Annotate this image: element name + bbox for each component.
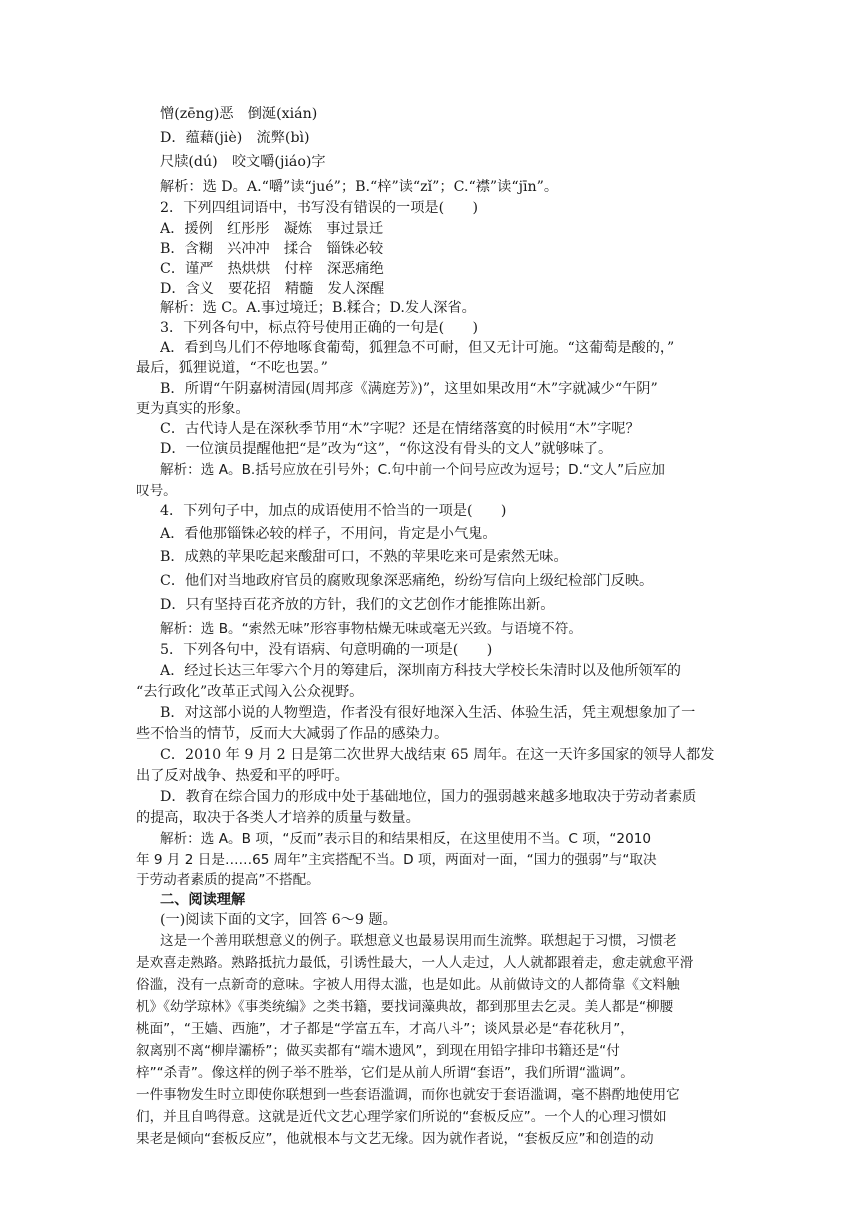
reading-instruction: (一)阅读下面的文字，回答 6～9 题。	[160, 912, 397, 928]
q2-option-c: C．谨严 热烘烘 付梓 深恶痛绝	[160, 261, 384, 277]
question-4: 4．下列句子中，加点的成语使用不恰当的一项是( )	[160, 503, 507, 519]
answer-1: 解析：选 D。A.“嚼”读“jué”；B.“梓”读“zǐ”；C.“襟”读“jīn”。	[160, 179, 559, 195]
passage-line-6: 叙离别不离“柳岸灞桥”；做买卖都有“端木遗风”，到现在用铅字排印书籍还是“付	[136, 1043, 620, 1059]
option-d-line-1: D．蕴藉(jiè) 流弊(bì)	[160, 130, 310, 146]
q4-option-b: B．成熟的苹果吃起来酸甜可口，不熟的苹果吃来可是索然无味。	[160, 549, 568, 565]
q4-option-a: A．看他那锱铢必较的样子，不用问，肯定是小气鬼。	[160, 526, 497, 542]
passage-line-1: 这是一个善用联想意义的例子。联想意义也最易误用而生流弊。联想起于习惯，习惯老	[160, 933, 677, 949]
q5-option-a-line-2: “去行政化”改革正式闯入公众视野。	[136, 684, 364, 700]
q2-option-a: A．援例 红彤彤 凝炼 事过景迁	[160, 221, 384, 237]
passage-line-4: 机》《幼学琼林》《事类统编》之类书籍，要找词藻典故，都到那里去乞灵。美人都是“柳腰	[136, 999, 674, 1015]
q3-option-d: D．一位演员提醒他把“是”改为“这”，“你这没有骨头的文人”就够味了。	[160, 441, 613, 457]
passage-line-3: 俗滥，没有一点新奇的意味。字被人用得太滥，也是如此。从前做诗文的人都倚靠《文料触	[136, 977, 680, 993]
q4-option-d: D．只有坚持百花齐放的方针，我们的文艺创作才能推陈出新。	[160, 597, 555, 613]
q5-option-d-line-2: 的提高，取决于各类人才培养的质量与数量。	[136, 810, 420, 826]
answer-5-line-1: 解析：选 A。B 项，“反而”表示目的和结果相反，在这里使用不当。C 项，“2010	[160, 831, 652, 847]
passage-line-5: 桃面”，“王嫱、西施”，才子都是“学富五车，才高八斗”；谈风景必是“春花秋月”，	[136, 1021, 634, 1037]
q3-option-b-line-2: 更为真实的形象。	[136, 401, 250, 417]
q5-option-d-line-1: D．教育在综合国力的形成中处于基础地位，国力的强弱越来越多地取决于劳动者素质	[160, 789, 697, 805]
q2-option-d: D．含义 要花招 精髓 发人深醒	[160, 281, 385, 297]
q5-option-c-line-2: 出了反对战争、热爱和平的呼吁。	[136, 768, 349, 784]
q4-option-c: C．他们对当地政府官员的腐败现象深恶痛绝，纷纷写信向上级纪检部门反映。	[160, 573, 654, 589]
q5-option-a-line-1: A．经过长达三年零六个月的筹建后，深圳南方科技大学校长朱清时以及他所领军的	[160, 663, 681, 679]
passage-line-9: 们，并且自鸣得意。这就是近代文艺心理学家们所说的“套板反应”。一个人的心理习惯如	[136, 1109, 667, 1125]
option-d-line-2: 尺牍(dú) 咬文嚼(jiáo)字	[160, 154, 326, 170]
q3-option-c: C．古代诗人是在深秋季节用“木”字呢？还是在情绪落寞的时候用“木”字呢？	[160, 421, 640, 437]
q3-option-a-line-1: A．看到鸟儿们不停地啄食葡萄，狐狸急不可耐，但又无计可施。“这葡萄是酸的，”	[160, 340, 675, 356]
q2-option-b: B．含糊 兴冲冲 揉合 锱铢必较	[160, 241, 384, 257]
section-heading: 二、阅读理解	[160, 892, 246, 908]
answer-5-line-3: 于劳动者素质的提高”不搭配。	[136, 872, 320, 888]
q5-option-c-line-1: C．2010 年 9 月 2 日是第二次世界大战结束 65 周年。在这一天许多国家的领导人都发	[160, 747, 715, 763]
answer-3-line-2: 叹号。	[136, 483, 177, 499]
answer-3-line-1: 解析：选 A。B.括号应放在引号外；C.句中前一个问号应改为逗号；D.“文人”后应加	[160, 462, 665, 478]
q3-option-a-line-2: 最后，狐狸说道，“不吃也罢。”	[136, 360, 328, 376]
passage-line-2: 是欢喜走熟路。熟路抵抗力最低，引诱性最大，一人人走过，人人就都跟着走，愈走就愈平滑	[136, 955, 694, 971]
answer-4: 解析：选 B。“索然无味”形容事物枯燥无味或毫无兴致。与语境不符。	[160, 621, 582, 637]
passage-line-7: 梓”“杀青”。像这样的例子举不胜举，它们是从前人所谓“套语”，我们所谓“滥调”。	[136, 1065, 634, 1081]
q5-option-b-line-1: B．对这部小说的人物塑造，作者没有很好地深入生活、体验生活，凭主观想象加了一	[160, 705, 696, 721]
question-3: 3．下列各句中，标点符号使用正确的一句是( )	[160, 320, 479, 336]
answer-2: 解析：选 C。A.事过境迁；B.糅合；D.发人深省。	[160, 300, 476, 316]
option-c-line-2: 憎(zēng)恶 倒涎(xián)	[160, 106, 318, 122]
passage-line-10: 果老是倾向“套板反应”，他就根本与文艺无缘。因为就作者说，“套板反应”和创造的动	[136, 1131, 654, 1147]
answer-5-line-2: 年 9 月 2 日是……65 周年”主宾搭配不当。D 项，两面对一面，“国力的强弱”与“取决	[136, 852, 657, 868]
q5-option-b-line-2: 些不恰当的情节，反而大大减弱了作品的感染力。	[136, 726, 449, 742]
question-2: 2．下列四组词语中，书写没有错误的一项是( )	[160, 200, 479, 216]
q3-option-b-line-1: B．所谓“午阴嘉树清园(周邦彦《满庭芳》)”，这里如果改用“木”字就减少“午阴”	[160, 381, 658, 397]
passage-line-8: 一件事物发生时立即使你联想到一些套语滥调，而你也就安于套语滥调，毫不斟酌地使用它	[136, 1087, 680, 1103]
question-5: 5．下列各句中，没有语病、句意明确的一项是( )	[160, 642, 493, 658]
